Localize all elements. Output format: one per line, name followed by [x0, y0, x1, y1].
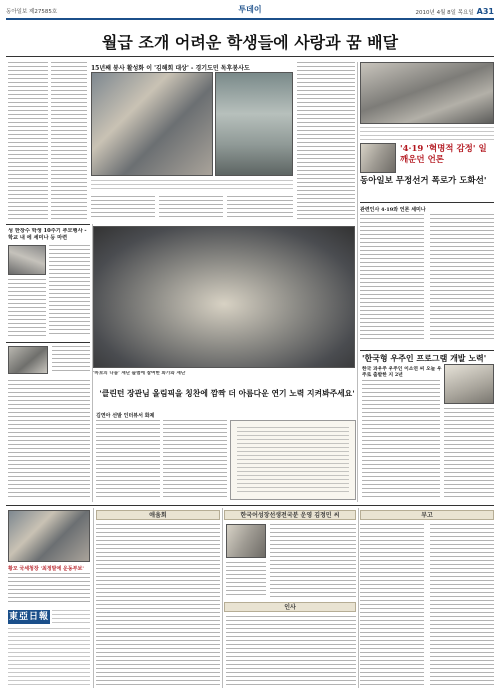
obit-text	[8, 573, 90, 605]
obituary-list-2	[430, 524, 494, 686]
divider-bottom-left	[93, 508, 94, 688]
photo-teacher	[226, 524, 266, 558]
photo-volunteer-1	[91, 72, 213, 176]
obit-subtitle: 황모 국세청장 '최정말에 운동부보'	[8, 566, 84, 572]
right-headline-line1: '4·19 '혁명적 감정' 일깨운던 언론	[400, 144, 487, 165]
logo-info	[52, 610, 90, 624]
masthead-date-page: 2010년 4월 8일 목요일 A31	[415, 7, 494, 16]
article-text-col1	[8, 62, 48, 220]
clinton-text2	[163, 420, 227, 500]
photo1-title: 15년째 봉사 활성화 이 '김해회 대상' - 경기도민 독후봉사도	[91, 65, 250, 72]
article-text-col4	[159, 196, 223, 220]
left-mid-text	[52, 346, 90, 374]
left-article-text2	[8, 279, 46, 337]
article-text-right1	[360, 214, 424, 342]
left-mid-rule	[6, 342, 90, 343]
photo-speaker	[360, 143, 396, 173]
clinton-subhead: '클린턴 장관님 올림픽을 칭찬에 깜짝 더 아름다운 연기 노력 지켜봐주세요'	[99, 389, 355, 398]
box-teacher-text1	[270, 524, 356, 598]
right-headline-rule	[360, 202, 494, 203]
box-teacher-header: 한국어성장선생전국분 운영 김정민 씨	[224, 510, 356, 520]
space-subhead-small: 한국 과우주 우주인 이소연 씨 오늘 우주로 출발한 지 2년	[362, 366, 442, 378]
clinton-text1	[96, 420, 160, 500]
main-headline: 월급 조개 어려운 학생들에 사랑과 꿈 배달	[101, 33, 399, 52]
obituary-list-1	[360, 524, 424, 686]
box-aewoomhoe-header: 애움회	[96, 510, 220, 520]
masthead-paper-issue: 동아일보 제27585호	[6, 9, 58, 15]
box-obituary-header: 부고	[360, 510, 494, 520]
photo-figure-skater	[8, 346, 48, 374]
space-section-rule	[360, 350, 494, 351]
headline-rule	[6, 56, 494, 57]
space-subhead: '한국형 우주인 프로그램 개발 노력'	[362, 353, 487, 363]
divider-bottom-center	[222, 508, 223, 688]
space-article-text2	[444, 408, 494, 500]
divider-right	[357, 62, 358, 502]
handwritten-letter	[230, 420, 356, 500]
article-text-right2	[430, 214, 494, 342]
section-title: 투데이	[238, 5, 262, 14]
box-personnel-header: 인사	[224, 602, 356, 612]
kim-yuna-subhead: 김연아 선발 인터뷰서 화제	[96, 413, 155, 419]
box-personnel-text	[226, 616, 356, 686]
paper-logo: 東亞日報	[8, 612, 49, 622]
left-section-rule	[6, 224, 90, 225]
article-text-col2	[51, 62, 87, 220]
right-headline-line2: 동아일보 무정선거 폭로가 도화선'	[360, 176, 487, 186]
photo1-caption	[91, 180, 293, 192]
photo-volunteer-2	[215, 72, 293, 176]
left-article-text1	[49, 245, 90, 337]
article-text-col3	[91, 196, 155, 220]
related-label: 관련인사 4·19와 언론 세미나	[360, 207, 426, 213]
left-section-header: 성 한장수 학생 10주기 추모행사 - 학교 내 에 세미나 등 마련	[8, 228, 87, 241]
photo2-caption: '바보의 나눔' 재단 출범에 참여한 화가와 재단	[93, 371, 186, 376]
divider-left	[92, 224, 93, 502]
article-text-col6	[297, 62, 355, 220]
bottom-section-rule	[6, 505, 494, 506]
footer-info-text	[8, 628, 90, 686]
photo-seminar-caption	[360, 127, 494, 141]
photo-astronaut	[444, 364, 494, 404]
left-lower-text	[8, 380, 90, 500]
box-aewoomhoe-text	[96, 524, 220, 686]
article-text-col5	[227, 196, 293, 220]
photo-student	[8, 245, 46, 275]
photo-seminar	[360, 62, 494, 124]
box-teacher-text2	[226, 562, 266, 598]
divider-bottom-right	[358, 508, 359, 688]
masthead	[6, 4, 494, 20]
photo-obituary	[8, 510, 90, 562]
space-article-text1	[362, 380, 440, 500]
photo-nanum-foundation	[93, 226, 355, 368]
